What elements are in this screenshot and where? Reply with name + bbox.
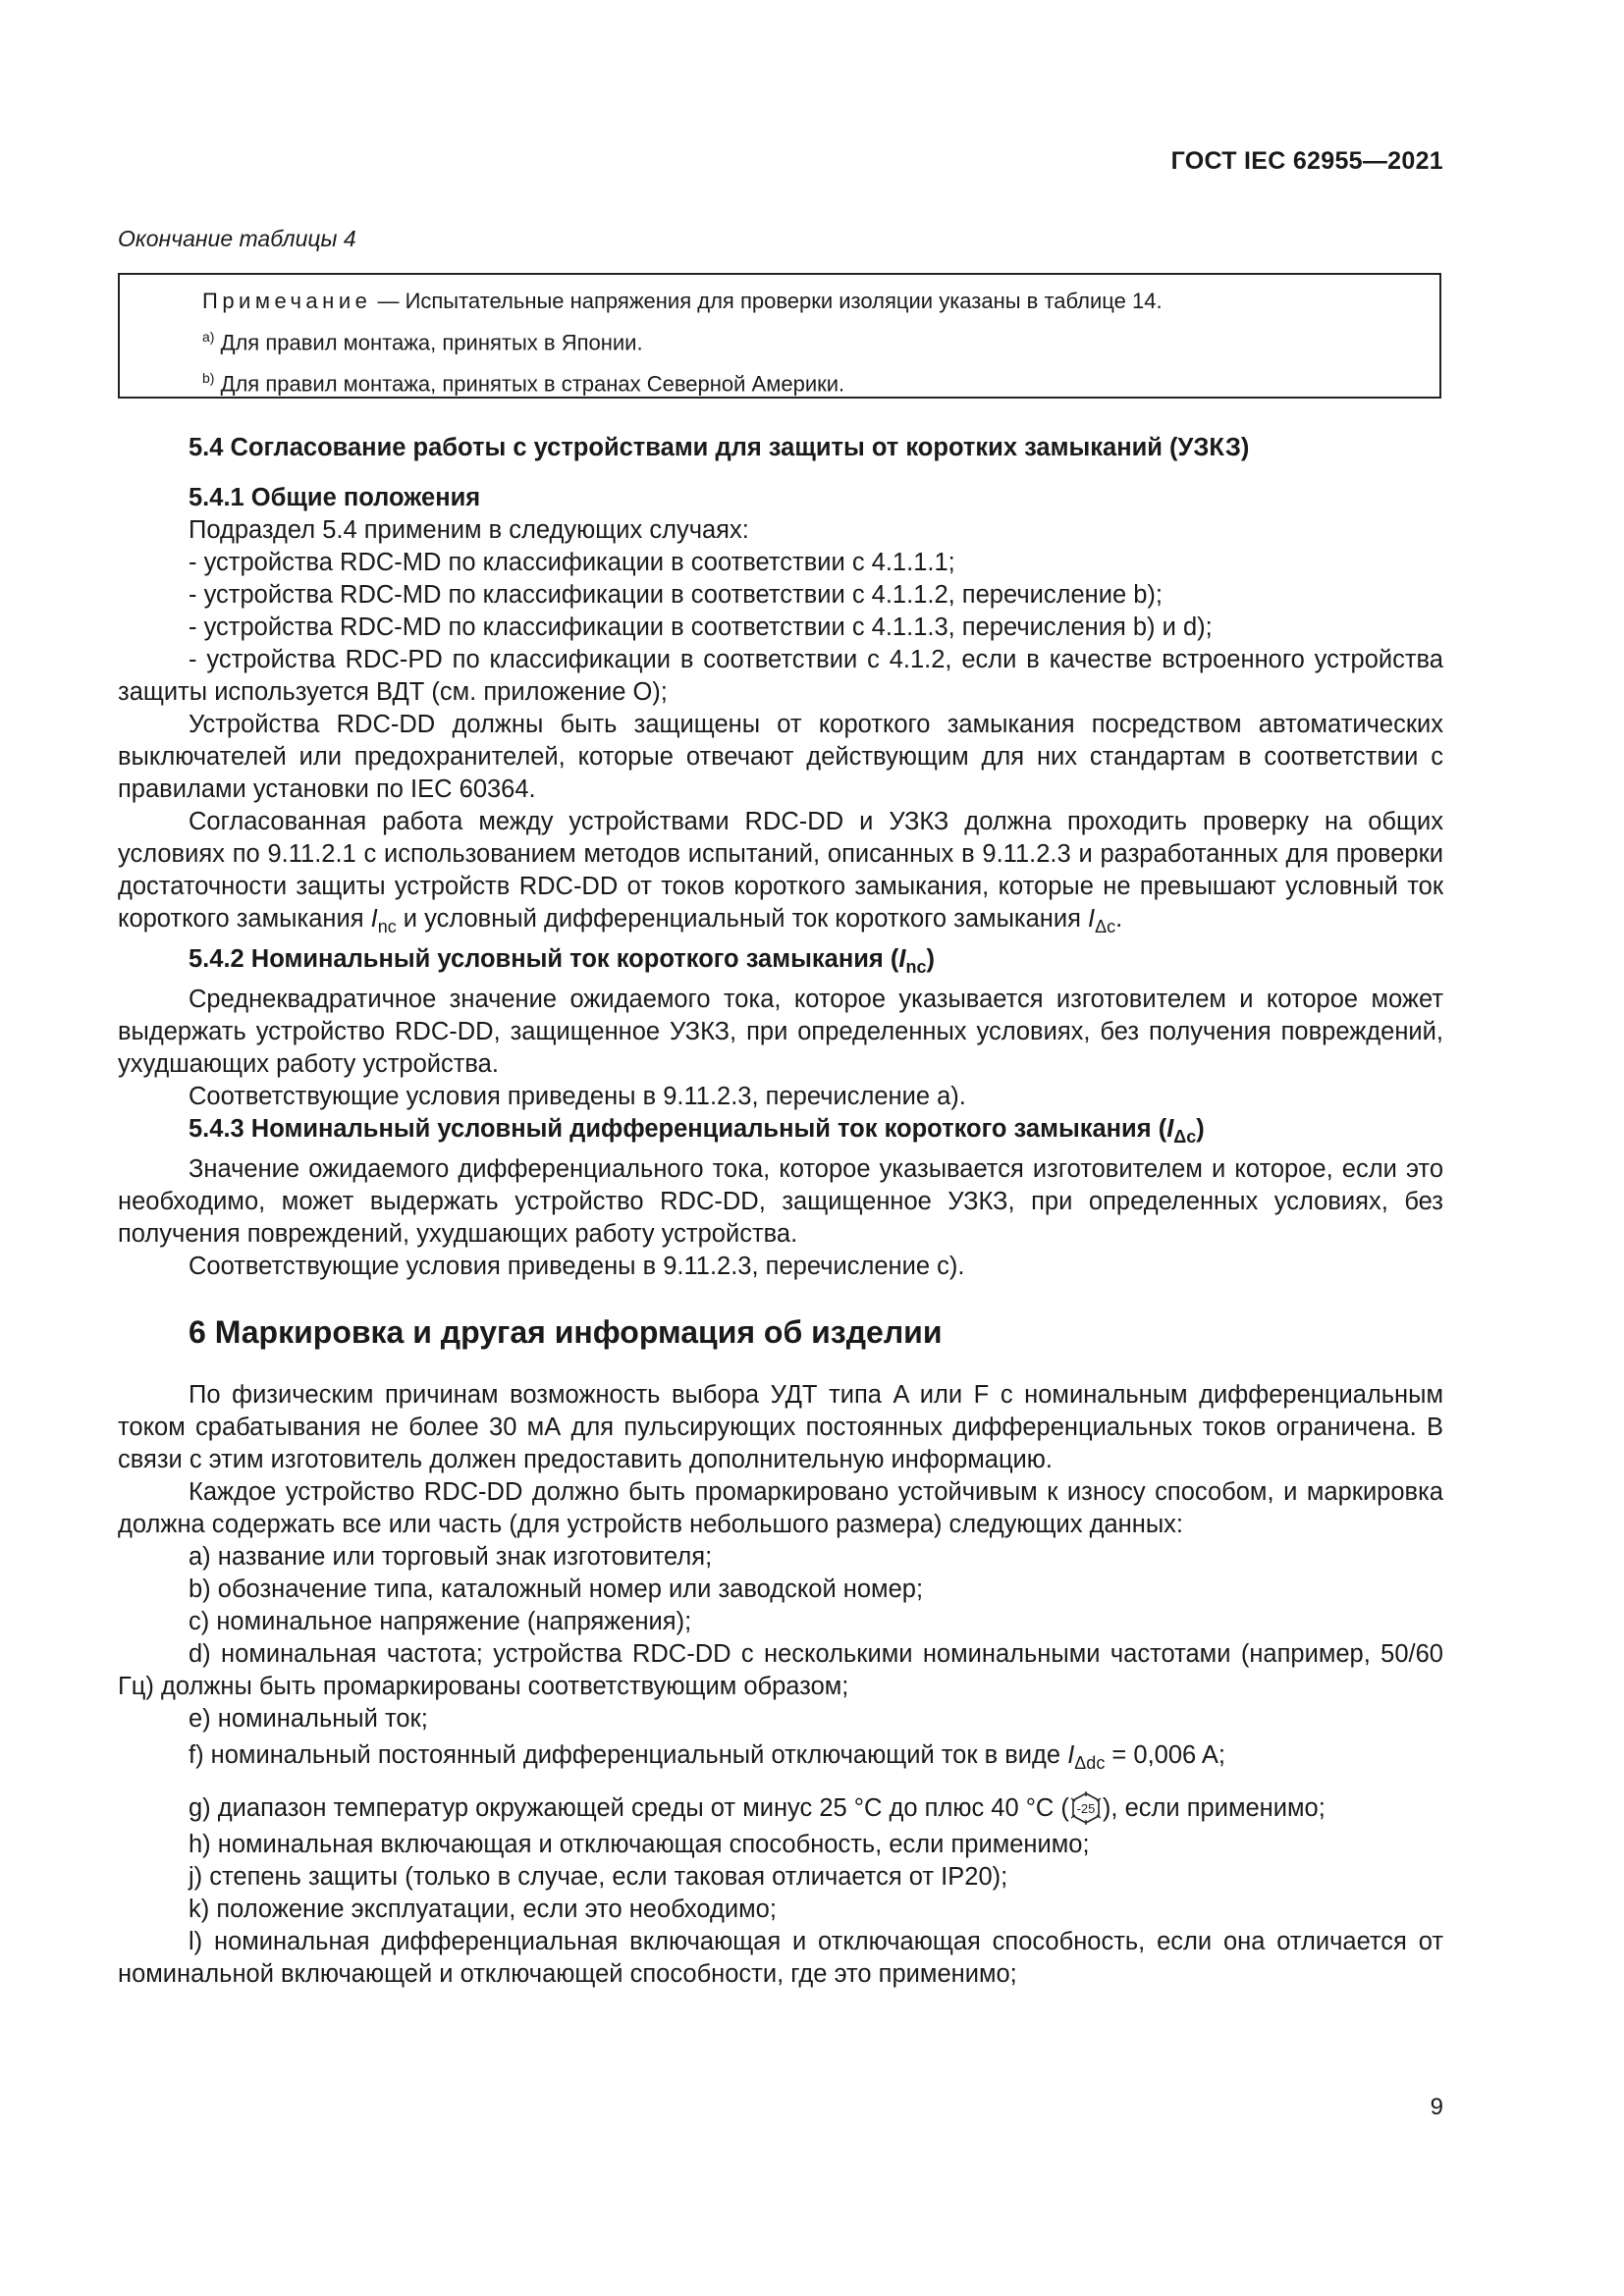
list-item: k) положение эксплуатации, если это необходимо; (189, 1896, 777, 1923)
table-note-box (118, 273, 1441, 399)
list-item: f) номинальный постоянный дифференциальный отключающий ток в виде $I_{\Delta dc} = 0,006$ A; (189, 1741, 1225, 1773)
footnote-b-mark: b) (202, 370, 215, 387)
temperature-range-symbol-icon (1069, 1791, 1103, 1825)
paragraph: Соответствующие условия приведены в 9.11.2.3, перечисление a). (189, 1083, 966, 1110)
paragraph: По физическим причинам возможность выбора УДТ типа A или F с номинальным дифференциальным током срабатывания не более 30 мА для пульсирующих постоянных дифференциальных токов ограничена. В связи с этим изготовитель должен предоставить дополнительную информацию. (118, 1381, 1443, 1473)
list-item: c) номинальное напряжение (напряжения); (189, 1608, 692, 1635)
footnote-b-text: Для правил монтажа, принятых в странах Северной Америки. (214, 371, 845, 397)
paragraph: Значение ожидаемого дифференциального тока, которое указывается изготовителем и которое, если это необходимо, может выдержать устройство RDC-DD, защищенное УЗКЗ, при определенных условиях, без получения повреждений, ухудшающих работу устройства. (118, 1155, 1443, 1248)
document-page (118, 0, 1443, 2296)
list-item: d) номинальная частота; устройства RDC-DD с несколькими номинальными частотами (например, 50/60 Гц) должны быть промаркированы соответствующим образом; (118, 1640, 1443, 1700)
section-5-4-1-title: 5.4.1 Общие положения (189, 484, 481, 511)
section-5-4-2-title: 5.4.2 Номинальный условный ток короткого замыкания $(I_{nc})$ (189, 945, 935, 977)
footnote-a-mark: a) (202, 329, 215, 345)
section-5-4-title: 5.4 Согласование работы с устройствами для защиты от коротких замыканий (УЗКЗ) (189, 434, 1250, 461)
list-item: - устройства RDC-MD по классификации в соответствии с 4.1.1.1; (189, 549, 955, 576)
footnote-a-text: Для правил монтажа, принятых в Японии. (214, 330, 643, 355)
paragraph: Каждое устройство RDC-DD должно быть промаркировано устойчивым к износу способом, и маркировка должна содержать все или часть (для устройств небольшого размера) следующих данных: (118, 1478, 1443, 1538)
note-text: — Испытательные напряжения для проверки изоляции указаны в таблице 14. (371, 289, 1163, 313)
footnote-b (202, 360, 1439, 401)
document-id-header: ГОСТ IEC 62955—2021 (1170, 147, 1443, 175)
note-line (202, 283, 1439, 319)
list-item: j) степень защиты (только в случае, если таковая отличается от IP20); (189, 1863, 1008, 1891)
list-item: e) номинальный ток; (189, 1705, 428, 1733)
page-number: 9 (1430, 2094, 1443, 2120)
list-item: g) диапазон температур окружающей среды от минус 25 °C до плюс 40 °C ( -25 ), если применимо; (118, 1789, 1443, 1827)
list-item: - устройства RDC-PD по классификации в соответствии с 4.1.2, если в качестве встроенного устройства защиты используется ВДТ (см. приложение O); (118, 646, 1443, 706)
paragraph: Среднеквадратичное значение ожидаемого тока, которое указывается изготовителем и которое может выдержать устройство RDC-DD, защищенное УЗКЗ, при определенных условиях, без получения повреждений, ухудшающих работу устройства. (118, 986, 1443, 1078)
section-5-4-3-title: 5.4.3 Номинальный условный дифференциальный ток короткого замыкания $(I_{\Delta c})$ (189, 1115, 1205, 1147)
paragraph: Устройства RDC-DD должны быть защищены от короткого замыкания посредством автоматических выключателей или предохранителей, которые отвечают действующим для них стандартам в соответствии с правилами установки по IEC 60364. (118, 711, 1443, 803)
list-item: - устройства RDC-MD по классификации в соответствии с 4.1.1.2, перечисление b); (189, 581, 1164, 609)
list-item: - устройства RDC-MD по классификации в соответствии с 4.1.1.3, перечисления b) и d); (189, 614, 1213, 641)
list-item: a) название или торговый знак изготовителя; (189, 1543, 713, 1571)
section-6-title: 6 Маркировка и другая информация об изделии (189, 1314, 943, 1350)
temperature-symbol-text: -25 (1076, 1801, 1096, 1816)
list-item: h) номинальная включающая и отключающая способность, если применимо; (189, 1831, 1090, 1858)
list-item: b) обозначение типа, каталожный номер или заводской номер; (189, 1575, 924, 1603)
footnote-a (202, 319, 1439, 360)
main-content (118, 432, 1443, 1991)
list-item: l) номинальная дифференциальная включающая и отключающая способность, если она отличается от номинальной включающей и отключающей способности, где это применимо; (118, 1928, 1443, 1988)
paragraph: Соответствующие условия приведены в 9.11.2.3, перечисление c). (189, 1253, 965, 1280)
section-5-4-1-intro: Подраздел 5.4 применим в следующих случаях: (189, 516, 749, 544)
paragraph: Согласованная работа между устройствами RDC-DD и УЗКЗ должна проходить проверку на общих условиях по 9.11.2.1 с использованием методов испытаний, описанных в 9.11.2.3 и разработанных для проверки достаточности защиты устройств RDC-DD от токов короткого замыкания, которые не превышают условный ток короткого замыкания $I_{nc}$ и условный дифференциальный ток короткого замыкания $I_{\Delta c}$. (118, 808, 1443, 936)
table-continuation-label: Окончание таблицы 4 (118, 226, 356, 251)
note-label: Примечание (202, 289, 372, 313)
